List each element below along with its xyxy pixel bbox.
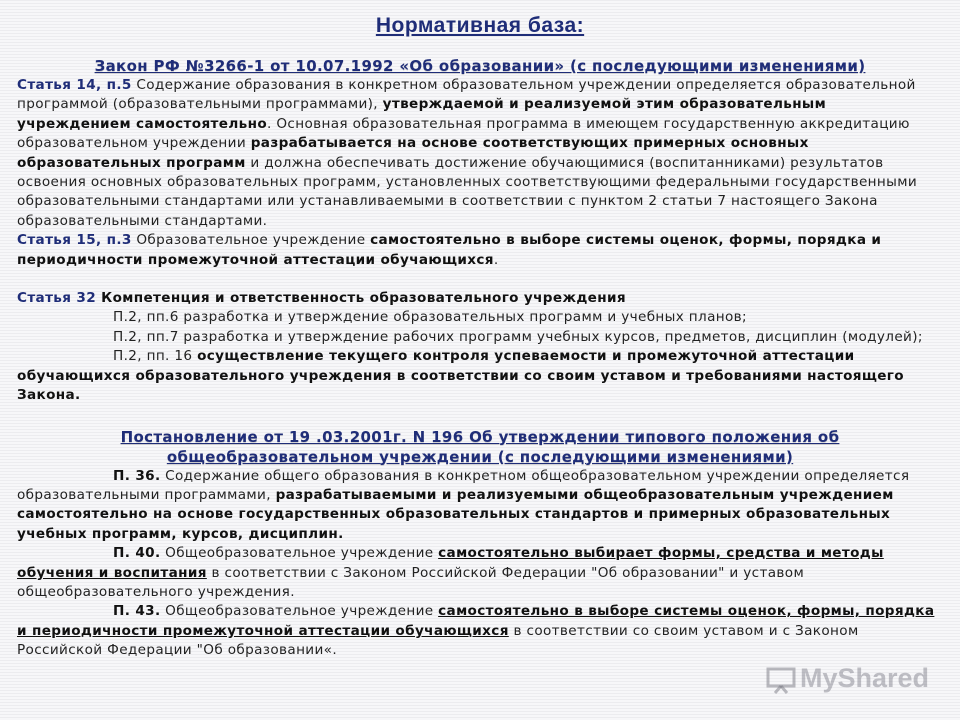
- article-32-item-6-text: П.2, пп.6 разработка и утверждение образовательных программ и учебных планов;: [113, 309, 747, 326]
- clause-36-ref: П. 36.: [113, 467, 161, 484]
- watermark: [766, 658, 936, 698]
- watermark-text: MyShared: [800, 663, 930, 693]
- clause-36-text-1: Содержание общего образования в конкретном общеобразовательном учреждении определяется образовательными программами,: [17, 467, 910, 503]
- clause-43-text-2: в соответствии со своим уставом и с Законом Российской Федерации "Об образовании«.: [17, 622, 859, 659]
- decree-heading: [17, 427, 943, 467]
- article-32-item-7: [17, 328, 943, 347]
- clause-40-bold-1: самостоятельно выбирает формы, средства и методы обучения и воспитания: [17, 545, 884, 581]
- article-32-item-6: [17, 308, 943, 327]
- article-32-item-7-text: П.2, пп.7 разработка и утверждение рабочих программ учебных курсов, предметов, дисциплин (модулей);: [113, 328, 923, 345]
- law-heading: [17, 56, 943, 76]
- article-32-title: Компетенция и ответственность образовательного учреждения: [96, 290, 626, 307]
- article-32-item-16-text: П.2, пп. 16: [113, 348, 198, 365]
- article-15-bold-1: самостоятельно в выборе системы оценок, формы, порядка и периодичности промежуточной аттестации обучающихся: [17, 232, 882, 268]
- law-heading-text: Закон РФ №3266-1 от 10.07.1992 «Об образовании» (с последующими изменениями): [94, 57, 866, 75]
- article-15-text-1: Образовательное учреждение: [131, 232, 371, 249]
- article-14-bold-2: разрабатывается на основе соответствующих примерных основных образовательных программ: [17, 135, 809, 171]
- clause-40-text-2: в соответствии с Законом Российской Федерации "Об образовании" и уставом общеобразовательного учреждения.: [17, 564, 805, 600]
- clause-43-bold-1: самостоятельно в выборе системы оценок, формы, порядка и периодичности промежуточной аттестации обучающихся: [17, 603, 935, 639]
- clause-40: [17, 544, 943, 602]
- article-32-item-16-bold: осуществление текущего контроля успеваемости и промежуточной аттестации обучающихся образовательного учреждения в соответствии со своим уставом и требованиями настоящего Закона.: [17, 348, 904, 404]
- article-32: [17, 289, 943, 308]
- spacer: [17, 270, 943, 289]
- clause-40-ref: П. 40.: [113, 545, 161, 562]
- article-32-item-16: [17, 347, 943, 405]
- article-14-text-2: . Основная образовательная программа в имеющем государственную аккредитацию образовательном учреждении: [17, 115, 910, 152]
- clause-43: [17, 602, 943, 660]
- article-32-ref: Статья 32: [17, 290, 97, 307]
- article-14-bold-1: утверждаемой и реализуемой этим образовательным учреждением самостоятельно: [17, 96, 827, 132]
- clause-36-bold-1: разрабатываемыми и реализуемыми общеобразовательным учреждением самостоятельно на основе государственных образовательных стандартов и примерных образовательных учебных программ, курсов, дисциплин.: [17, 486, 894, 542]
- article-14: [17, 76, 943, 231]
- spacer: [17, 406, 943, 427]
- article-15-ref: Статья 15, п.3: [17, 232, 132, 249]
- decree-heading-text: Постановление от 19 .03.2001г. N 196 Об утверждении типового положения об общеобразовательном учреждении (с последующими изменениями): [120, 427, 840, 466]
- clause-40-text-1: Общеобразовательное учреждение: [160, 545, 439, 562]
- clause-36: [17, 467, 943, 545]
- content: [17, 56, 943, 661]
- clause-43-ref: П. 43.: [113, 603, 161, 620]
- article-14-text-3: и должна обеспечивать достижение обучающимися (воспитанниками) результатов освоения основных образовательных программ, установленных соответствующими федеральными государственными образовательными стандартами или устанавливаемыми в соответствии с пунктом 2 статьи 7 настоящего Закона образовательными стандартами.: [17, 154, 918, 229]
- article-14-ref: Статья 14, п.5: [17, 77, 132, 93]
- presentation-icon: [766, 666, 796, 694]
- article-15: [17, 231, 943, 270]
- article-14-text-1: Содержание образования в конкретном образовательном учреждении определяется образовательной программой (образовательными программами),: [17, 77, 916, 113]
- clause-43-text-1: Общеобразовательное учреждение: [160, 603, 439, 620]
- page-title: Нормативная база:: [375, 14, 585, 37]
- article-15-text-2: .: [493, 251, 499, 268]
